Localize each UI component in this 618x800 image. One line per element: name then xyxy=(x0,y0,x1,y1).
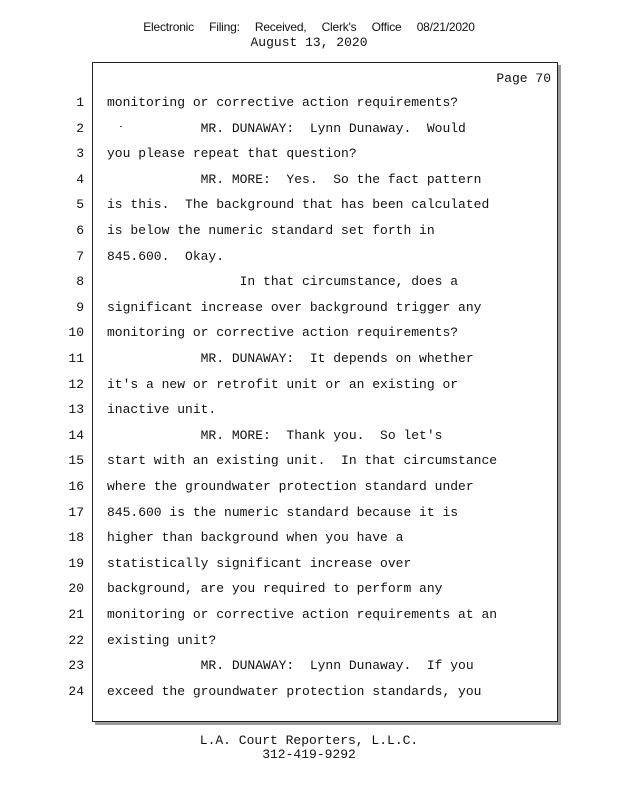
transcript-date: August 13, 2020 xyxy=(250,35,368,50)
line-number: 17 xyxy=(68,504,84,520)
transcript-line: existing unit? xyxy=(107,632,217,648)
transcript-line: is below the numeric standard set forth in xyxy=(107,223,435,238)
line-number: 12 xyxy=(68,376,84,392)
transcript-line: MR. MORE: Yes. So the fact pattern xyxy=(107,171,482,187)
transcript-line: is this. The background that has been calculated xyxy=(107,197,490,213)
line-number: 13 xyxy=(68,402,84,418)
transcript-line: MR. DUNAWAY: Lynn Dunaway. Would xyxy=(107,120,466,136)
line-number: 16 xyxy=(68,479,84,494)
transcript-line: monitoring or corrective action requirements? xyxy=(107,325,459,341)
filing-word: Electronic xyxy=(143,20,194,34)
page-number: Page 70 xyxy=(496,71,551,86)
line-number: 15 xyxy=(68,453,84,469)
filing-word: Received, xyxy=(254,20,307,34)
transcript-line: higher than background when you have a xyxy=(107,530,404,546)
filing-word: Office xyxy=(371,20,402,34)
transcript-line: MR. DUNAWAY: It depends on whether xyxy=(107,351,474,366)
transcript-line: In that circumstance, does a xyxy=(107,274,459,290)
line-number: 7 xyxy=(76,248,84,264)
transcript-line: where the groundwater protection standard under xyxy=(107,479,474,494)
transcript-line: you please repeat that question? xyxy=(107,146,357,162)
transcript-line: significant increase over background trigger any xyxy=(107,299,482,315)
line-number: 19 xyxy=(68,555,84,571)
line-number: 23 xyxy=(68,658,84,674)
transcript-line: exceed the groundwater protection standards, you xyxy=(107,683,482,699)
filing-word: 08/21/2020 xyxy=(416,20,475,34)
line-number: 22 xyxy=(68,632,84,648)
line-number: 20 xyxy=(68,581,84,597)
line-number: 4 xyxy=(76,171,84,187)
filing-word: Filing: xyxy=(209,20,240,34)
transcript-line: it's a new or retrofit unit or an existing or xyxy=(107,376,459,392)
transcript-line: 845.600 is the numeric standard because it is xyxy=(107,504,459,520)
transcript-line: start with an existing unit. In that circumstance xyxy=(107,453,498,469)
line-number: 14 xyxy=(68,427,84,443)
transcript-line: MR. MORE: Thank you. So let's xyxy=(107,427,443,443)
transcript-line: 845.600. Okay. xyxy=(107,248,225,264)
line-number: 18 xyxy=(68,530,84,546)
transcript-line: inactive unit. xyxy=(107,402,217,418)
filing-word: Clerk's xyxy=(321,20,357,34)
line-number: 6 xyxy=(76,223,84,238)
line-number: 3 xyxy=(76,146,84,162)
line-number: 24 xyxy=(68,683,84,699)
transcript-line: MR. DUNAWAY: Lynn Dunaway. If you xyxy=(107,658,474,674)
reporter-phone: 312-419-9292 xyxy=(262,747,356,762)
transcript-line: background, are you required to perform any xyxy=(107,581,443,597)
transcript-line: monitoring or corrective action requirements? xyxy=(107,95,459,110)
filing-stamp xyxy=(0,20,618,34)
line-number: 5 xyxy=(76,197,84,213)
transcript-line: statistically significant increase over xyxy=(107,555,412,571)
line-number: 11 xyxy=(68,351,84,366)
transcript-line: monitoring or corrective action requirements at an xyxy=(107,607,498,622)
line-number: 21 xyxy=(68,607,84,622)
line-number: 10 xyxy=(68,325,84,341)
line-number: 2 xyxy=(76,120,84,136)
line-number: 9 xyxy=(76,299,84,315)
reporter-company: L.A. Court Reporters, L.L.C. xyxy=(199,733,419,748)
line-number: 1 xyxy=(76,95,84,110)
line-number: 8 xyxy=(76,274,84,290)
